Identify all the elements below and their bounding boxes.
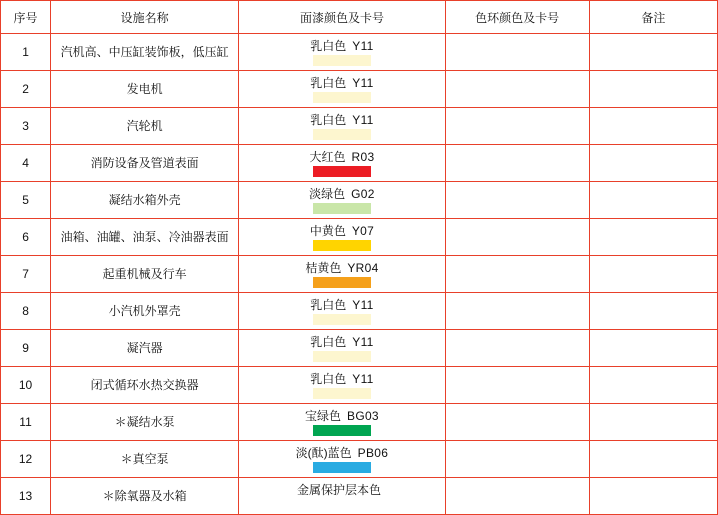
paint-color-code: Y11: [352, 112, 374, 127]
ring-color-cell: [445, 404, 589, 441]
row-number: 5: [1, 182, 51, 219]
color-swatch: [313, 314, 371, 325]
paint-color-cell: [239, 71, 445, 108]
header-cell-note: 备注: [589, 1, 717, 34]
ring-color-cell: [445, 71, 589, 108]
table-row: [1, 145, 718, 182]
paint-color-cell: [239, 441, 445, 478]
row-number: 7: [1, 256, 51, 293]
note-cell: [589, 367, 717, 404]
paint-color-label: [310, 372, 373, 386]
ring-color-cell: [445, 108, 589, 145]
paint-color-name: 乳白色: [310, 75, 347, 90]
facility-name: 起重机械及行车: [51, 256, 239, 293]
table-header-row: [1, 1, 718, 34]
table-row: [1, 478, 718, 515]
paint-color-code: PB06: [357, 445, 389, 460]
row-number: 13: [1, 478, 51, 515]
paint-color-code: Y07: [351, 223, 375, 238]
facility-name: 发电机: [51, 71, 239, 108]
color-swatch: [313, 240, 371, 251]
table-row: [1, 182, 718, 219]
row-number: 6: [1, 219, 51, 256]
row-number: 11: [1, 404, 51, 441]
paint-color-label: [309, 150, 374, 164]
ring-color-cell: [445, 330, 589, 367]
paint-color-name: 淡绿色: [309, 186, 346, 201]
paint-color-name: 乳白色: [310, 112, 347, 127]
header-cell-ring-color: 色环颜色及卡号: [445, 1, 589, 34]
note-cell: [589, 441, 717, 478]
paint-color-label: [310, 335, 373, 349]
table-row: [1, 219, 718, 256]
table-header: [1, 1, 718, 34]
note-cell: [589, 404, 717, 441]
row-number: 12: [1, 441, 51, 478]
color-swatch: [313, 203, 371, 214]
row-number: 10: [1, 367, 51, 404]
table-row: [1, 34, 718, 71]
table-row: [1, 367, 718, 404]
paint-color-cell: [239, 256, 445, 293]
paint-color-name: 宝绿色: [305, 408, 342, 423]
paint-color-code: G02: [351, 186, 375, 201]
note-cell: [589, 256, 717, 293]
header-cell-facility-name: 设施名称: [51, 1, 239, 34]
row-number: 1: [1, 34, 51, 71]
paint-color-label: [310, 298, 373, 312]
paint-color-label: [305, 409, 379, 423]
paint-color-code: YR04: [347, 260, 379, 275]
paint-color-label: [310, 224, 374, 238]
facility-name: 消防设备及管道表面: [51, 145, 239, 182]
color-swatch: [313, 92, 371, 103]
paint-color-cell: [239, 367, 445, 404]
paint-color-cell: [239, 404, 445, 441]
facility-name: ＊凝结水泵: [51, 404, 239, 441]
row-number: 4: [1, 145, 51, 182]
paint-color-name: 乳白色: [310, 334, 347, 349]
row-number: 3: [1, 108, 51, 145]
paint-color-code: R03: [351, 149, 375, 164]
facility-name: 汽轮机: [51, 108, 239, 145]
paint-color-name: 大红色: [309, 149, 346, 164]
paint-color-cell: [239, 219, 445, 256]
color-swatch: [313, 351, 371, 362]
color-swatch: [313, 129, 371, 140]
paint-color-code: Y11: [352, 334, 374, 349]
ring-color-cell: [445, 478, 589, 515]
color-swatch: [313, 277, 371, 288]
facility-name: 闭式循环水热交换器: [51, 367, 239, 404]
paint-color-name: 乳白色: [310, 371, 347, 386]
note-cell: [589, 182, 717, 219]
paint-color-name: 乳白色: [310, 297, 347, 312]
note-cell: [589, 145, 717, 182]
row-number: 9: [1, 330, 51, 367]
paint-color-name: 金属保护层本色: [296, 482, 381, 497]
paint-color-label: [305, 261, 378, 275]
paint-color-label: [310, 39, 373, 53]
ring-color-cell: [445, 256, 589, 293]
table-row: [1, 441, 718, 478]
note-cell: [589, 330, 717, 367]
note-cell: [589, 34, 717, 71]
color-swatch: [313, 55, 371, 66]
ring-color-cell: [445, 182, 589, 219]
paint-color-cell: [239, 330, 445, 367]
row-number: 8: [1, 293, 51, 330]
paint-color-cell: [239, 34, 445, 71]
paint-color-name: 淡(酞)蓝色: [295, 445, 352, 460]
paint-color-name: 中黄色: [309, 223, 346, 238]
facility-name: 油箱、油罐、油泵、冷油器表面: [51, 219, 239, 256]
color-swatch: [313, 388, 371, 399]
header-cell-paint-color: 面漆颜色及卡号: [239, 1, 445, 34]
ring-color-cell: [445, 34, 589, 71]
facility-name: 小汽机外罩壳: [51, 293, 239, 330]
facility-name: ＊真空泵: [51, 441, 239, 478]
ring-color-cell: [445, 145, 589, 182]
ring-color-cell: [445, 367, 589, 404]
color-swatch: [313, 462, 371, 473]
paint-color-cell: [239, 182, 445, 219]
paint-color-cell: [239, 478, 445, 515]
paint-color-label: [297, 483, 387, 497]
color-swatch: [313, 166, 371, 177]
table-body: [1, 34, 718, 515]
note-cell: [589, 293, 717, 330]
header-cell-no: 序号: [1, 1, 51, 34]
note-cell: [589, 478, 717, 515]
table-row: [1, 404, 718, 441]
table-row: [1, 71, 718, 108]
note-cell: [589, 219, 717, 256]
ring-color-cell: [445, 293, 589, 330]
facility-name: ＊除氧器及水箱: [51, 478, 239, 515]
paint-color-name: 乳白色: [310, 38, 347, 53]
paint-color-cell: [239, 145, 445, 182]
note-cell: [589, 108, 717, 145]
paint-color-code: BG03: [347, 408, 379, 423]
paint-color-label: [310, 76, 373, 90]
paint-color-code: Y11: [352, 75, 374, 90]
table-row: [1, 256, 718, 293]
paint-color-label: [309, 187, 375, 201]
note-cell: [589, 71, 717, 108]
ring-color-cell: [445, 441, 589, 478]
paint-color-code: Y11: [352, 371, 374, 386]
table-row: [1, 293, 718, 330]
paint-color-label: [296, 446, 389, 460]
ring-color-cell: [445, 219, 589, 256]
paint-color-cell: [239, 293, 445, 330]
table-row: [1, 330, 718, 367]
facility-name: 凝结水箱外壳: [51, 182, 239, 219]
table-row: [1, 108, 718, 145]
facility-name: 凝汽器: [51, 330, 239, 367]
paint-color-label: [310, 113, 373, 127]
paint-color-code: Y11: [352, 297, 374, 312]
facility-name: 汽机高、中压缸装饰板，低压缸: [51, 34, 239, 71]
row-number: 2: [1, 71, 51, 108]
paint-color-name: 桔黄色: [305, 260, 342, 275]
paint-color-code: Y11: [352, 38, 374, 53]
paint-color-cell: [239, 108, 445, 145]
color-swatch: [313, 425, 371, 436]
